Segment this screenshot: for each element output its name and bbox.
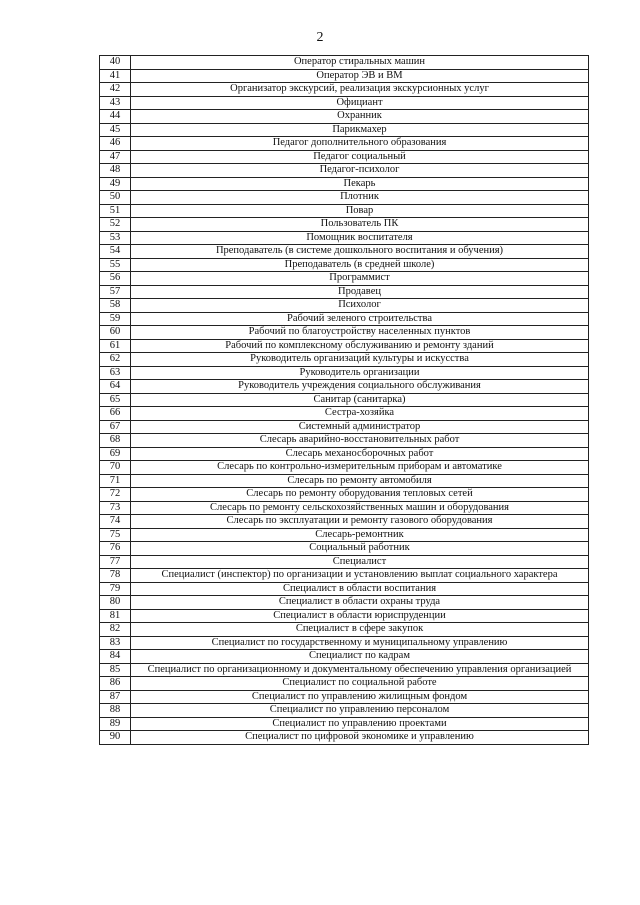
row-number: 49 [100, 177, 131, 191]
table-row [100, 677, 589, 691]
table-row [100, 609, 589, 623]
table-row [100, 312, 589, 326]
table-row [100, 69, 589, 83]
row-number: 44 [100, 110, 131, 124]
table-row [100, 650, 589, 664]
row-number: 51 [100, 204, 131, 218]
row-number: 65 [100, 393, 131, 407]
profession-name: Специалист в области воспитания [131, 582, 589, 596]
row-number: 68 [100, 434, 131, 448]
row-number: 42 [100, 83, 131, 97]
table-row [100, 110, 589, 124]
profession-name: Официант [131, 96, 589, 110]
profession-name: Оператор ЭВ и ВМ [131, 69, 589, 83]
table-row [100, 150, 589, 164]
row-number: 52 [100, 218, 131, 232]
row-number: 87 [100, 690, 131, 704]
row-number: 81 [100, 609, 131, 623]
row-number: 72 [100, 488, 131, 502]
row-number: 45 [100, 123, 131, 137]
profession-name: Рабочий по благоустройству населенных пунктов [131, 326, 589, 340]
profession-name: Слесарь аварийно-восстановительных работ [131, 434, 589, 448]
profession-name: Руководитель организаций культуры и искусства [131, 353, 589, 367]
table-row [100, 380, 589, 394]
row-number: 79 [100, 582, 131, 596]
row-number: 78 [100, 569, 131, 583]
profession-name: Руководитель учреждения социального обслуживания [131, 380, 589, 394]
table-row [100, 542, 589, 556]
row-number: 77 [100, 555, 131, 569]
row-number: 61 [100, 339, 131, 353]
table-row [100, 636, 589, 650]
table-row [100, 420, 589, 434]
row-number: 47 [100, 150, 131, 164]
row-number: 74 [100, 515, 131, 529]
row-number: 90 [100, 731, 131, 745]
table-row [100, 582, 589, 596]
profession-name: Специалист по управлению проектами [131, 717, 589, 731]
table-row [100, 447, 589, 461]
table-row [100, 461, 589, 475]
profession-name: Социальный работник [131, 542, 589, 556]
row-number: 62 [100, 353, 131, 367]
row-number: 48 [100, 164, 131, 178]
profession-name: Рабочий по комплексному обслуживанию и ремонту зданий [131, 339, 589, 353]
table-row [100, 285, 589, 299]
profession-name: Психолог [131, 299, 589, 313]
profession-name: Специалист в области юриспруденции [131, 609, 589, 623]
profession-name: Оператор стиральных машин [131, 56, 589, 70]
profession-name: Педагог социальный [131, 150, 589, 164]
row-number: 84 [100, 650, 131, 664]
table-row [100, 56, 589, 70]
row-number: 76 [100, 542, 131, 556]
profession-name: Педагог дополнительного образования [131, 137, 589, 151]
profession-name: Слесарь по контрольно-измерительным приборам и автоматике [131, 461, 589, 475]
row-number: 89 [100, 717, 131, 731]
row-number: 43 [100, 96, 131, 110]
table-row [100, 272, 589, 286]
table-row [100, 204, 589, 218]
table-row [100, 690, 589, 704]
table-row [100, 123, 589, 137]
table-row [100, 596, 589, 610]
profession-name: Помощник воспитателя [131, 231, 589, 245]
row-number: 71 [100, 474, 131, 488]
row-number: 85 [100, 663, 131, 677]
row-number: 70 [100, 461, 131, 475]
row-number: 58 [100, 299, 131, 313]
profession-name: Преподаватель (в средней школе) [131, 258, 589, 272]
profession-name: Плотник [131, 191, 589, 205]
profession-name: Слесарь по ремонту оборудования тепловых сетей [131, 488, 589, 502]
table-row [100, 407, 589, 421]
table-row [100, 326, 589, 340]
profession-name: Специалист [131, 555, 589, 569]
table-row [100, 96, 589, 110]
row-number: 80 [100, 596, 131, 610]
profession-name: Слесарь по ремонту автомобиля [131, 474, 589, 488]
profession-name: Слесарь механосборочных работ [131, 447, 589, 461]
profession-name: Специалист по государственному и муниципальному управлению [131, 636, 589, 650]
table-row [100, 623, 589, 637]
row-number: 53 [100, 231, 131, 245]
row-number: 55 [100, 258, 131, 272]
row-number: 41 [100, 69, 131, 83]
profession-name: Специалист (инспектор) по организации и установлению выплат социального характера [131, 569, 589, 583]
profession-name: Санитар (санитарка) [131, 393, 589, 407]
row-number: 67 [100, 420, 131, 434]
row-number: 86 [100, 677, 131, 691]
row-number: 66 [100, 407, 131, 421]
table-row [100, 245, 589, 259]
profession-name: Пользователь ПК [131, 218, 589, 232]
row-number: 73 [100, 501, 131, 515]
table-row [100, 339, 589, 353]
profession-name: Специалист по управлению жилищным фондом [131, 690, 589, 704]
row-number: 54 [100, 245, 131, 259]
table-row [100, 569, 589, 583]
table-row [100, 177, 589, 191]
table-row [100, 474, 589, 488]
professions-table [99, 55, 589, 745]
table-row [100, 353, 589, 367]
row-number: 57 [100, 285, 131, 299]
table-row [100, 434, 589, 448]
row-number: 60 [100, 326, 131, 340]
table-row [100, 231, 589, 245]
table-row [100, 258, 589, 272]
row-number: 83 [100, 636, 131, 650]
table-row [100, 731, 589, 745]
row-number: 40 [100, 56, 131, 70]
table-row [100, 663, 589, 677]
table-row [100, 704, 589, 718]
table-row [100, 191, 589, 205]
profession-name: Охранник [131, 110, 589, 124]
row-number: 56 [100, 272, 131, 286]
profession-name: Специалист в сфере закупок [131, 623, 589, 637]
profession-name: Слесарь по ремонту сельскохозяйственных машин и оборудования [131, 501, 589, 515]
profession-name: Парикмахер [131, 123, 589, 137]
profession-name: Специалист по организационному и документальному обеспечению управления организацией [131, 663, 589, 677]
row-number: 82 [100, 623, 131, 637]
table-row [100, 137, 589, 151]
row-number: 88 [100, 704, 131, 718]
profession-name: Сестра-хозяйка [131, 407, 589, 421]
profession-name: Рабочий зеленого строительства [131, 312, 589, 326]
row-number: 63 [100, 366, 131, 380]
table-row [100, 488, 589, 502]
table-row [100, 299, 589, 313]
profession-name: Программист [131, 272, 589, 286]
profession-name: Организатор экскурсий, реализация экскурсионных услуг [131, 83, 589, 97]
profession-name: Пекарь [131, 177, 589, 191]
profession-name: Специалист по социальной работе [131, 677, 589, 691]
table-row [100, 218, 589, 232]
table-row [100, 393, 589, 407]
professions-table-body [100, 56, 589, 745]
table-row [100, 515, 589, 529]
profession-name: Специалист по управлению персоналом [131, 704, 589, 718]
table-row [100, 501, 589, 515]
table-row [100, 717, 589, 731]
row-number: 46 [100, 137, 131, 151]
table-row [100, 366, 589, 380]
profession-name: Слесарь-ремонтник [131, 528, 589, 542]
page-number: 2 [316, 30, 324, 45]
table-row [100, 555, 589, 569]
table-row [100, 83, 589, 97]
profession-name: Специалист по цифровой экономике и управлению [131, 731, 589, 745]
profession-name: Системный администратор [131, 420, 589, 434]
profession-name: Специалист в области охраны труда [131, 596, 589, 610]
row-number: 64 [100, 380, 131, 394]
table-row [100, 528, 589, 542]
profession-name: Повар [131, 204, 589, 218]
profession-name: Продавец [131, 285, 589, 299]
profession-name: Преподаватель (в системе дошкольного воспитания и обучения) [131, 245, 589, 259]
profession-name: Руководитель организации [131, 366, 589, 380]
table-row [100, 164, 589, 178]
row-number: 50 [100, 191, 131, 205]
profession-name: Слесарь по эксплуатации и ремонту газового оборудования [131, 515, 589, 529]
profession-name: Педагог-психолог [131, 164, 589, 178]
row-number: 69 [100, 447, 131, 461]
row-number: 75 [100, 528, 131, 542]
profession-name: Специалист по кадрам [131, 650, 589, 664]
row-number: 59 [100, 312, 131, 326]
